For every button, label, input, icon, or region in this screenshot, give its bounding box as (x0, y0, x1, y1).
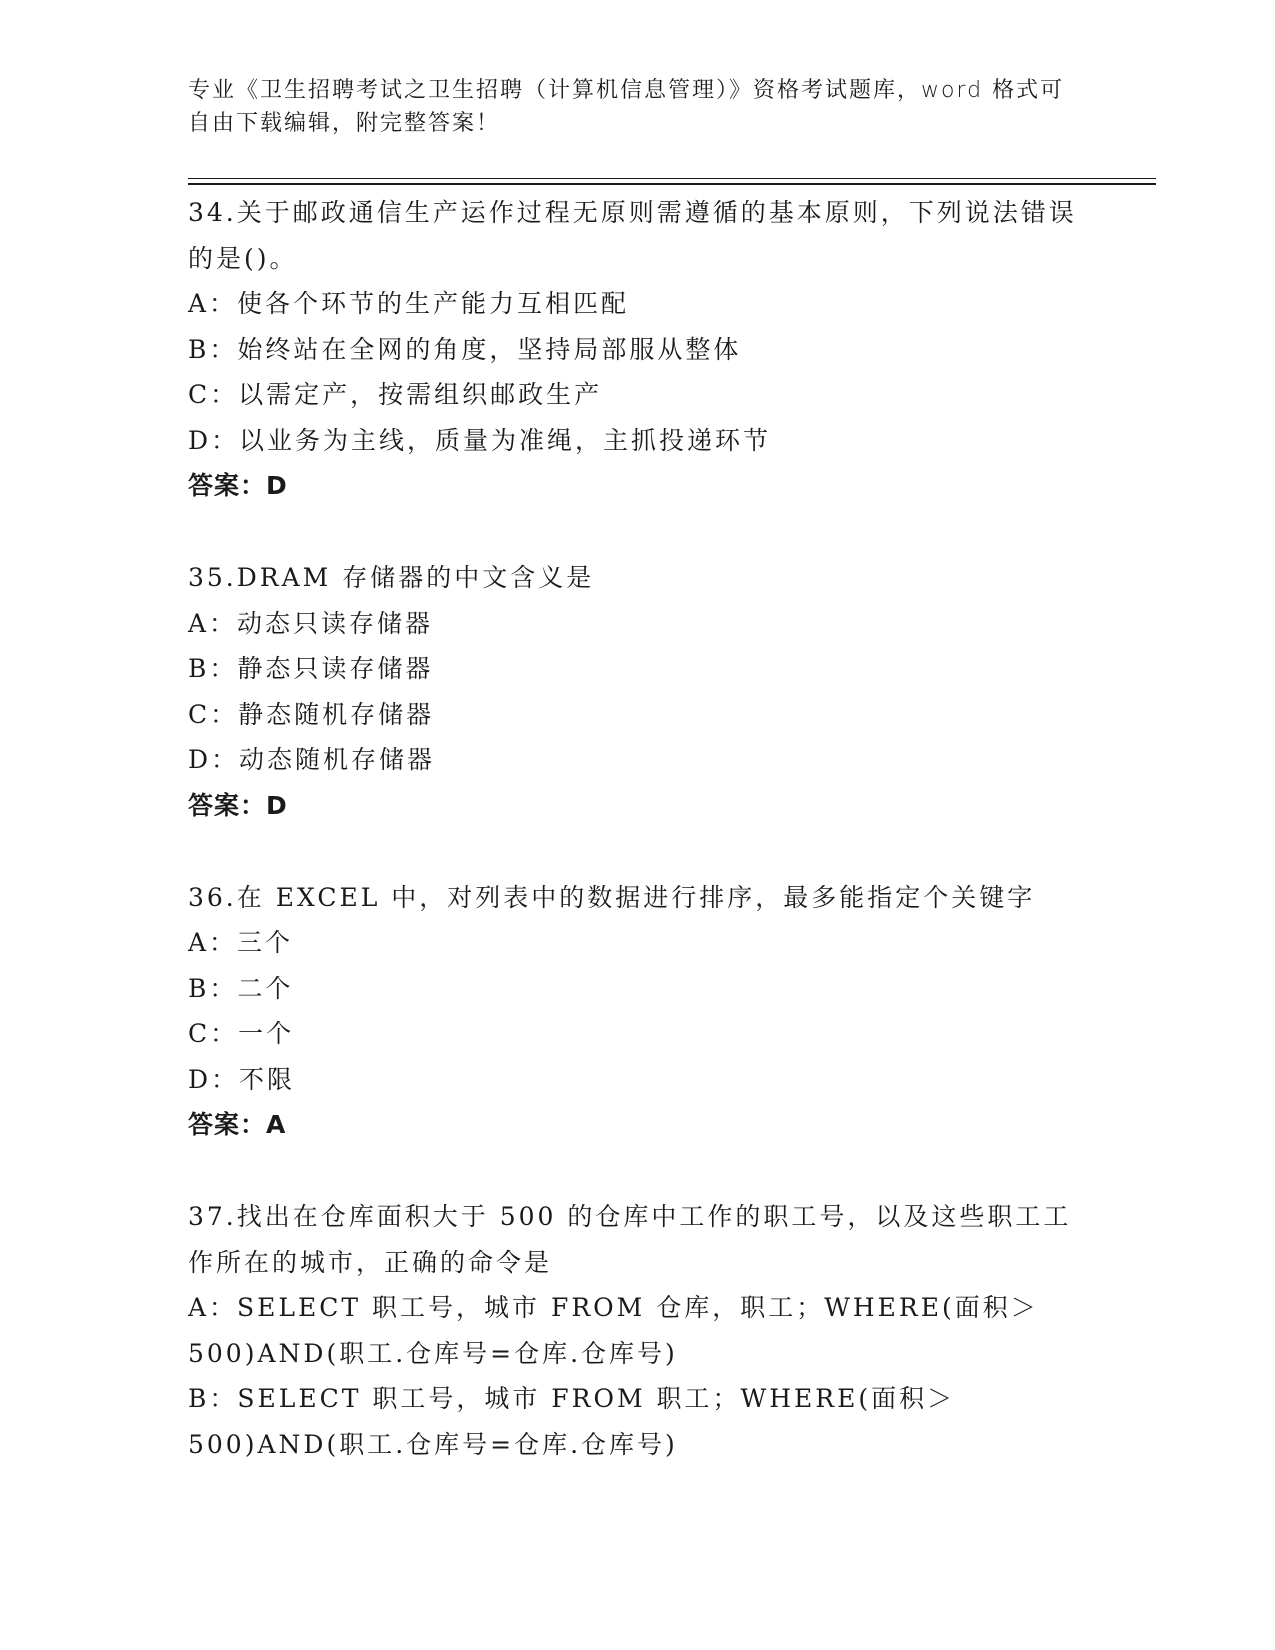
answer: 答案：D (188, 790, 288, 820)
question-36 (188, 875, 1088, 1149)
question-list (188, 190, 1088, 1513)
question-stem: 34.关于邮政通信生产运作过程无原则需遵循的基本原则，下列说法错误的是()。 (188, 198, 1077, 273)
header-rule-thin (188, 178, 1156, 179)
option-b: B：始终站在全网的角度，坚持局部服从整体 (188, 334, 742, 364)
question-stem: 35.DRAM 存储器的中文含义是 (188, 563, 595, 592)
option-b: B：SELECT 职工号，城市 FROM 职工；WHERE(面积＞500)AND(职工.仓库号=仓库.仓库号) (188, 1384, 956, 1459)
question-35 (188, 555, 1088, 829)
header-rule-thick (188, 183, 1156, 185)
option-c: C：静态随机存储器 (188, 699, 435, 729)
answer: 答案：A (188, 1110, 287, 1139)
question-37 (188, 1194, 1088, 1467)
answer: 答案：D (188, 471, 288, 500)
document-header: 专业《卫生招聘考试之卫生招聘（计算机信息管理）》资格考试题库，word 格式可自由下载编辑，附完整答案！ (188, 78, 1065, 136)
option-d: D：不限 (188, 1064, 296, 1094)
option-c: C：一个 (188, 1019, 295, 1048)
question-34 (188, 190, 1088, 509)
option-b: B：二个 (188, 973, 294, 1003)
option-a: A：SELECT 职工号，城市 FROM 仓库，职工；WHERE(面积＞500)AND(职工.仓库号=仓库.仓库号) (188, 1293, 1039, 1368)
option-b: B：静态只读存储器 (188, 654, 434, 683)
option-d: D：动态随机存储器 (188, 745, 436, 774)
option-a: A：动态只读存储器 (188, 608, 434, 638)
question-stem: 37.找出在仓库面积大于 500 的仓库中工作的职工号，以及这些职工工作所在的城市，正确的命令是 (188, 1202, 1072, 1277)
option-a: A：使各个环节的生产能力互相匹配 (188, 289, 630, 318)
option-c: C：以需定产，按需组织邮政生产 (188, 380, 603, 409)
question-stem: 36.在 EXCEL 中，对列表中的数据进行排序，最多能指定个关键字 (188, 882, 1036, 912)
option-a: A：三个 (188, 928, 294, 957)
option-d: D：以业务为主线，质量为准绳，主抓投递环节 (188, 425, 772, 455)
